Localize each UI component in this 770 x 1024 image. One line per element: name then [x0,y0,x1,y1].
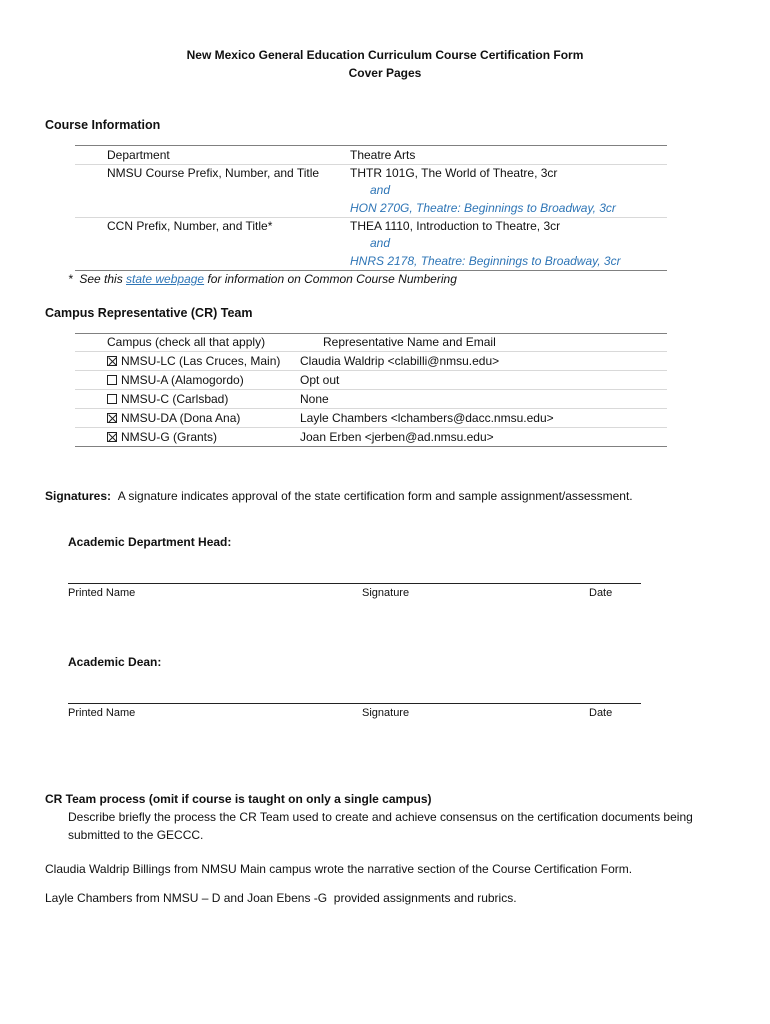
course-info-top-rule [75,145,667,146]
rep-column-header: Representative Name and Email [323,335,496,349]
row-divider [75,370,667,371]
rep-g: Joan Erben <jerben@ad.nmsu.edu> [300,430,494,444]
nmsu-course-value-2: HON 270G, Theatre: Beginnings to Broadway, 3cr [350,201,616,215]
signatures-label: Signatures: [45,489,112,503]
campus-name: NMSU-C (Carlsbad) [121,392,229,406]
form-title: New Mexico General Education Curriculum Course Certification Form [186,48,584,62]
cr-team-heading: Campus Representative (CR) Team [45,306,253,320]
campus-row-lc [107,354,280,368]
checkbox-unchecked[interactable] [107,375,117,385]
campus-name: NMSU-G (Grants) [121,430,217,444]
signatures-text: A signature indicates approval of the state certification form and sample assignment/assessment. [117,489,633,503]
campus-name: NMSU-A (Alamogordo) [121,373,244,387]
row-divider [75,164,667,165]
dept-head-date-caption: Date [589,587,613,599]
cr-table-bottom-rule [75,446,667,447]
dean-date-caption: Date [589,707,613,719]
checkbox-unchecked[interactable] [107,394,117,404]
ccn-course-and: and [370,236,391,250]
cr-process-description-line1: Describe briefly the process the CR Team used to create and achieve consensus on the certification documents being [68,810,693,824]
dept-head-signature-line[interactable] [68,583,641,584]
ccn-course-label: CCN Prefix, Number, and Title* [107,219,273,233]
cr-process-paragraph-2: Layle Chambers from NMSU – D and Joan Ebens -G provided assignments and rubrics. [45,891,517,905]
campus-name: NMSU-DA (Dona Ana) [121,411,241,425]
row-divider [75,389,667,390]
nmsu-course-and: and [370,183,391,197]
cr-process-heading: CR Team process (omit if course is taught on only a single campus) [45,792,432,806]
checkbox-checked[interactable] [107,356,117,366]
ccn-course-value-2: HNRS 2178, Theatre: Beginnings to Broadway, 3cr [350,254,621,268]
dept-head-signature-caption: Signature [362,587,410,599]
campus-row-a [107,373,244,387]
checkbox-checked[interactable] [107,413,117,423]
campus-column-header: Campus (check all that apply) [107,335,266,349]
dean-label: Academic Dean: [68,655,162,669]
department-label: Department [107,148,170,162]
cr-process-paragraph-1: Claudia Waldrip Billings from NMSU Main campus wrote the narrative section of the Course Certification Form. [45,862,633,876]
course-info-heading: Course Information [45,118,161,132]
department-value: Theatre Arts [350,148,416,162]
ccn-footnote [68,272,457,286]
row-divider [75,351,667,352]
state-webpage-link[interactable]: state webpage [126,272,205,286]
row-divider [75,408,667,409]
footnote-suffix: for information on Common Course Numbering [204,272,457,286]
dean-printed-name-caption: Printed Name [68,707,136,719]
campus-row-da [107,411,240,425]
dept-head-label: Academic Department Head: [68,535,232,549]
rep-lc: Claudia Waldrip <clabilli@nmsu.edu> [300,354,500,368]
nmsu-course-label: NMSU Course Prefix, Number, and Title [107,166,320,180]
nmsu-course-value-1: THTR 101G, The World of Theatre, 3cr [350,166,558,180]
campus-name: NMSU-LC (Las Cruces, Main) [121,354,281,368]
row-divider [75,427,667,428]
form-subtitle: Cover Pages [348,66,422,80]
cr-table-top-rule [75,333,667,334]
campus-row-c [107,392,228,406]
rep-da: Layle Chambers <lchambers@dacc.nmsu.edu> [300,411,554,425]
course-info-bottom-rule [75,270,667,271]
cr-process-description-line2: submitted to the GECCC. [68,828,204,842]
dean-signature-caption: Signature [362,707,410,719]
signatures-intro [45,489,633,503]
row-divider [75,217,667,218]
dept-head-printed-name-caption: Printed Name [68,587,136,599]
rep-a: Opt out [300,373,340,387]
footnote-prefix: * See this [68,272,127,286]
dean-signature-line[interactable] [68,703,641,704]
campus-row-g [107,430,217,444]
rep-c: None [300,392,329,406]
checkbox-checked[interactable] [107,432,117,442]
ccn-course-value-1: THEA 1110, Introduction to Theatre, 3cr [350,219,561,233]
